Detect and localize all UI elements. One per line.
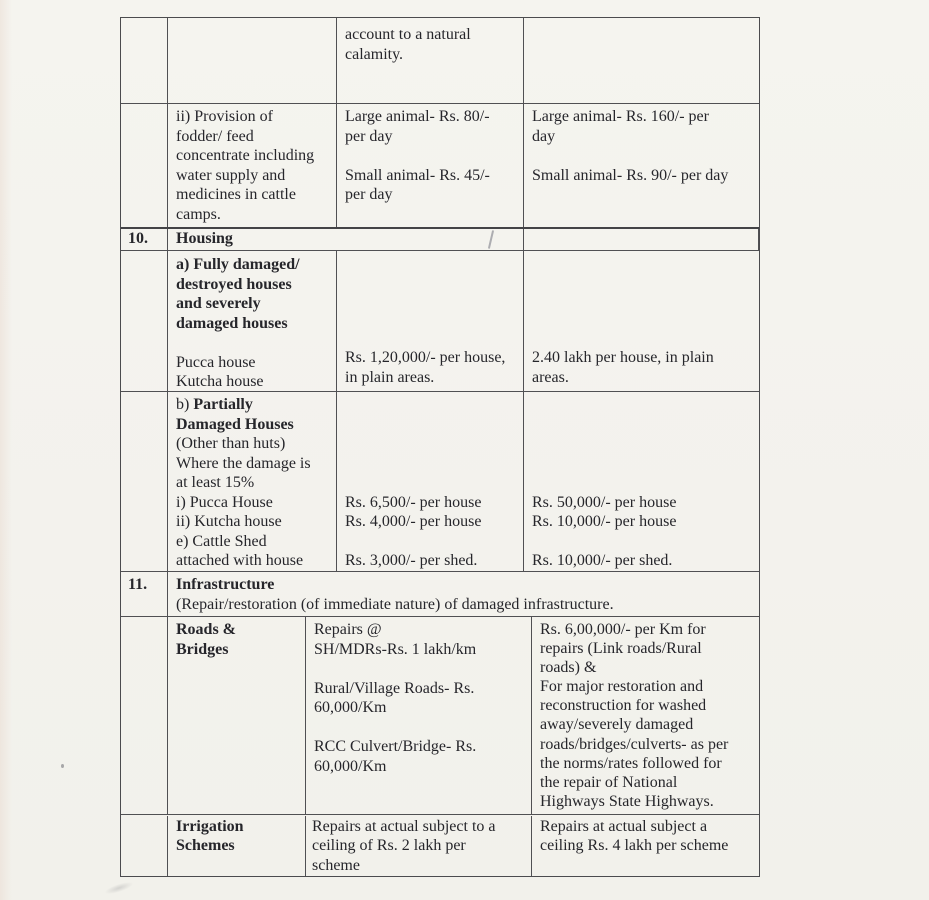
relief-norms-table (120, 17, 760, 877)
cell-serial-empty (121, 251, 168, 391)
text-line: Rs. 3,000/- per shed. (345, 552, 478, 569)
cell-norm-text (337, 18, 524, 103)
text-line: roads/bridges/culverts- as per (540, 735, 729, 753)
text-line: areas. (532, 368, 569, 386)
text-line: Rs. 10,000/- per shed. (532, 552, 673, 569)
text-line: ii) Provision of (176, 108, 273, 125)
text-line: and severely (176, 295, 261, 312)
text-line: 2.40 lakh per house, in plain (532, 349, 714, 366)
section-title: Housing (176, 230, 233, 247)
text-line: (Other than huts) (176, 435, 286, 452)
text-line: a) Fully damaged/ (176, 256, 300, 273)
cell-serial-empty (121, 104, 168, 227)
cell-serial-empty (121, 617, 168, 814)
text-line: fodder/ feed (176, 127, 254, 145)
text-line: concentrate including (176, 147, 315, 164)
row-irrigation-schemes (121, 815, 759, 876)
row-partially-damaged (121, 392, 759, 572)
cell-serial-number (121, 572, 168, 616)
text-line: attached with house (176, 552, 304, 569)
text-line: water supply and (176, 166, 286, 184)
cell-partially-existing-rates (337, 392, 524, 571)
text-line: Rs. 10,000/- per house (532, 513, 677, 530)
text-line: Large animal- Rs. 80/- (345, 108, 490, 125)
row-housing-header (121, 229, 759, 251)
text-line: the norms/rates followed for (540, 754, 722, 772)
row-account-calamity (121, 18, 759, 104)
text-line: account to a natural (345, 26, 471, 43)
smudge-mark (103, 880, 134, 897)
text-line: Where the damage is (176, 454, 311, 472)
text-line: in plain areas. (345, 368, 435, 386)
text-line: roads) & (540, 659, 597, 677)
cell-item-empty (168, 18, 337, 103)
text-line: Small animal- Rs. 90/- per day (532, 166, 729, 184)
partially-damaged-details (176, 434, 331, 571)
text-line (345, 146, 518, 166)
text-line: Rs. 50,000/- per house (532, 493, 677, 511)
cell-housing-title (168, 229, 759, 250)
text-line: calamity. (345, 45, 404, 63)
text-line: ceiling of Rs. 2 lakh per (312, 837, 466, 855)
cell-irrigation-item (168, 816, 306, 876)
text-line (176, 395, 331, 415)
text-line (345, 415, 518, 435)
cell-serial-empty (121, 392, 168, 571)
text-line (314, 659, 526, 679)
text-line: Rs. 1,20,000/- per house, (345, 349, 506, 366)
text-line (345, 473, 518, 493)
text-line (345, 454, 518, 474)
text-line: For major restoration and (540, 678, 704, 696)
text-line: ii) Kutcha house (176, 513, 282, 530)
text-line (314, 718, 526, 738)
text-line: scheme (312, 856, 360, 874)
text-line: the repair of National (540, 773, 678, 791)
text-line (532, 434, 754, 454)
cell-partially-revised-rates (524, 392, 759, 571)
text-line (532, 146, 754, 166)
text-line: Rural/Village Roads- Rs. (314, 679, 475, 697)
cell-serial-empty (121, 816, 168, 876)
serial-number: 10. (128, 230, 148, 247)
text-line: per day (345, 127, 393, 145)
serial-number: 11. (128, 576, 148, 593)
partially-heading: Partially (193, 396, 253, 413)
cell-serial-empty (121, 18, 168, 103)
cell-fully-revised-rate (524, 251, 759, 391)
cell-roads-existing-rates (306, 617, 532, 814)
text-line: day (532, 127, 556, 145)
text-line: 60,000/Km (314, 699, 387, 716)
ink-dot-mark (61, 764, 64, 768)
cell-roads-item (168, 617, 306, 814)
text-line: away/severely damaged (540, 716, 694, 734)
text-line (345, 434, 518, 454)
cell-roads-revised-rates (532, 617, 759, 814)
text-line (532, 454, 754, 474)
text-line: repairs (Link roads/Rural (540, 640, 702, 658)
cell-irrigation-existing-rate (306, 816, 532, 876)
text-line: Repairs at actual subject to a (312, 818, 496, 835)
border-remnant (523, 229, 524, 250)
text-line: Pucca house (176, 353, 256, 371)
row-infrastructure-header (121, 572, 759, 617)
text-line (532, 415, 754, 435)
cell-revised-empty (524, 18, 759, 103)
house-type-list (176, 353, 331, 392)
text-line (345, 395, 518, 415)
fully-damaged-heading (176, 255, 331, 333)
text-line (345, 532, 518, 552)
cell-fully-damaged-item (168, 251, 337, 391)
text-line: ceiling Rs. 4 lakh per scheme (540, 837, 729, 855)
text-line: Large animal- Rs. 160/- per (532, 108, 709, 125)
row-roads-bridges (121, 617, 759, 815)
section-subtitle: (Repair/restoration (of immediate nature) of damaged infrastructure. (176, 595, 614, 613)
text-line: destroyed houses (176, 275, 292, 293)
list-marker: b) (176, 396, 194, 413)
text-line: reconstruction for washed (540, 697, 707, 715)
text-line: Bridges (176, 640, 229, 658)
text-line: Rs. 6,00,000/- per Km for (540, 621, 706, 638)
cell-fodder-revised-rates (524, 104, 759, 227)
text-line: Roads & (176, 621, 237, 638)
text-line: Schemes (176, 837, 235, 855)
cell-fully-existing-rate (337, 251, 524, 391)
text-line: e) Cattle Shed (176, 532, 267, 550)
cell-fodder-existing-rates (337, 104, 524, 227)
text-line: Highways State Highways. (540, 792, 714, 810)
text-line: Small animal- Rs. 45/- (345, 166, 490, 184)
text-line (176, 333, 331, 353)
text-line: Repairs at actual subject a (540, 818, 708, 835)
section-title: Infrastructure (176, 576, 275, 593)
text-line: camps. (176, 205, 221, 223)
row-fodder-provision (121, 104, 759, 229)
text-line: medicines in cattle (176, 186, 296, 203)
text-line (532, 532, 754, 552)
text-line: i) Pucca House (176, 493, 273, 511)
text-line: damaged houses (176, 314, 288, 332)
text-line: Rs. 6,500/- per house (345, 493, 482, 511)
text-line: RCC Culvert/Bridge- Rs. (314, 738, 477, 755)
text-line: SH/MDRs-Rs. 1 lakh/km (314, 640, 477, 658)
cell-irrigation-revised-rate (532, 816, 759, 876)
text-line: per day (345, 186, 393, 203)
text-line: Rs. 4,000/- per house (345, 513, 482, 530)
cell-serial-number (121, 229, 168, 250)
cell-fodder-item (168, 104, 337, 227)
row-fully-damaged (121, 251, 759, 392)
text-line: at least 15% (176, 474, 255, 491)
text-line: Irrigation (176, 818, 244, 835)
text-line: Damaged Houses (176, 415, 294, 433)
cell-partially-damaged-item (168, 392, 337, 571)
cell-infrastructure-title (168, 572, 759, 616)
text-line: Kutcha house (176, 373, 264, 390)
text-line (532, 473, 754, 493)
text-line (532, 395, 754, 415)
text-line: 60,000/Km (314, 757, 387, 775)
text-line: Repairs @ (314, 621, 382, 638)
